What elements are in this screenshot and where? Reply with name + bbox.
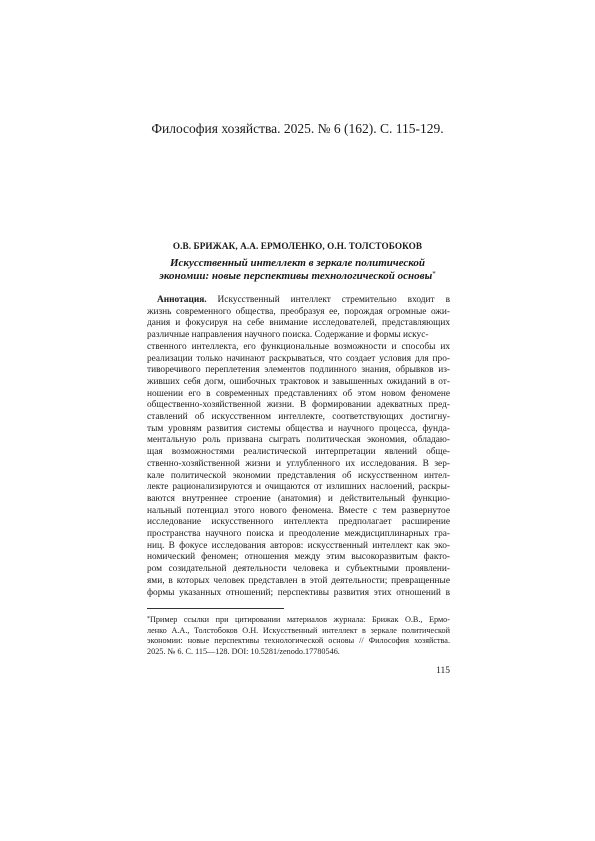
abstract: [147, 295, 450, 599]
footnote-line: *Пример ссылки при цитировании материалов журнала: Брижак О.В., Ермо-: [147, 615, 450, 624]
article-authors: О.В. БРИЖАК, А.А. ЕРМОЛЕНКО, О.Н. ТОЛСТОБОКОВ: [172, 241, 423, 251]
page-number: 115: [436, 666, 450, 676]
abstract-line: ношении его в современных представлениях об этом новом феномене: [147, 388, 450, 399]
article-title: [120, 257, 475, 283]
abstract-line: пространства научного поиска и преодоление междисциплинарных гра-: [147, 529, 450, 540]
abstract-line: щая возможностями реалистической интерпретации явлений обще-: [147, 447, 450, 458]
footnote-line: экономии: новые перспективы технологической основы // Философия хозяйства.: [147, 636, 450, 645]
abstract-line: ваются внутреннее строение (анатомия) и действительный функцио-: [147, 493, 450, 504]
title-line-1: Искусственный интеллект в зеркале политической: [169, 257, 426, 269]
abstract-line: ственно-хозяйственной жизни и углубленного их исследования. В зер-: [147, 458, 450, 469]
abstract-line: лекте рационализируются и очищаются от излишних наслоений, раскры-: [147, 482, 450, 493]
abstract-line: ями, в которых человек представлен в этой деятельности; превращенные: [147, 575, 450, 586]
abstract-line: ственного интеллекта, его функциональные возможности и способы их: [147, 341, 450, 352]
abstract-line: Аннотация. Искусственный интеллект стремительно входит в: [157, 295, 450, 305]
abstract-line: нальный потенциал этого нового феномена. Вместе с тем развернутое: [147, 505, 450, 516]
abstract-line: ставлений об искусственном интеллекте, соответствующих достигну-: [147, 412, 450, 423]
footnote-divider: [147, 608, 284, 609]
abstract-line: формы указанных отношений; перспективы развития этих отношений в: [147, 587, 450, 598]
abstract-line: кале политической экономии представления об искусственном интел-: [147, 470, 450, 481]
abstract-line: дания и фокусируя на себе внимание исследователей, представляющих: [147, 318, 450, 329]
abstract-line: ром созидательной деятельности человека и субъектными проявлени-: [147, 564, 450, 575]
abstract-line: номический феномен; отношения между этим высокоразвитым факто-: [147, 552, 450, 563]
abstract-line: общественно-хозяйственной жизни. В формировании адекватных пред-: [147, 400, 450, 411]
journal-citation: Философия хозяйства. 2025. № 6 (162). С. 115-129.: [151, 121, 444, 136]
abstract-line: реализации только начинают раскрываться, что создает условия для про-: [147, 353, 450, 364]
title-footnote-marker: *: [432, 270, 436, 278]
abstract-line: тиворечивого переплетения элементов подлинного знания, обрывков из-: [147, 365, 450, 376]
abstract-line: ниц. В фокусе исследования авторов: искусственный интеллект как эко-: [147, 540, 450, 551]
abstract-line: тым уровням развития системы общества и научного процесса, фунда-: [147, 423, 450, 434]
abstract-line: жизнь современного общества, преобразуя ее, порождая огромные ожи-: [147, 306, 450, 317]
footnote-line: 2025. № 6. С. 115—128. DOI: 10.5281/zenodo.17780546.: [147, 646, 340, 656]
footnote-line: ленко А.А., Толстобоков О.Н. Искусственный интеллект в зеркале политической: [147, 625, 450, 635]
footnote: [147, 615, 450, 657]
footnote-marker: *: [147, 616, 150, 622]
abstract-line: ментальную роль призвана сыграть политическая экономия, обладаю-: [147, 435, 450, 446]
title-line-2: экономии: новые перспективы технологической основы: [159, 270, 433, 282]
abstract-line: живших себя догм, ошибочных трактовок и завышенных ожиданий в от-: [147, 376, 450, 387]
abstract-label: Аннотация.: [157, 295, 207, 305]
abstract-line: исследование искусственного интеллекта предполагает расширение: [147, 517, 450, 528]
abstract-line: различные направления научного поиска. Содержание и формы искус-: [147, 330, 429, 341]
